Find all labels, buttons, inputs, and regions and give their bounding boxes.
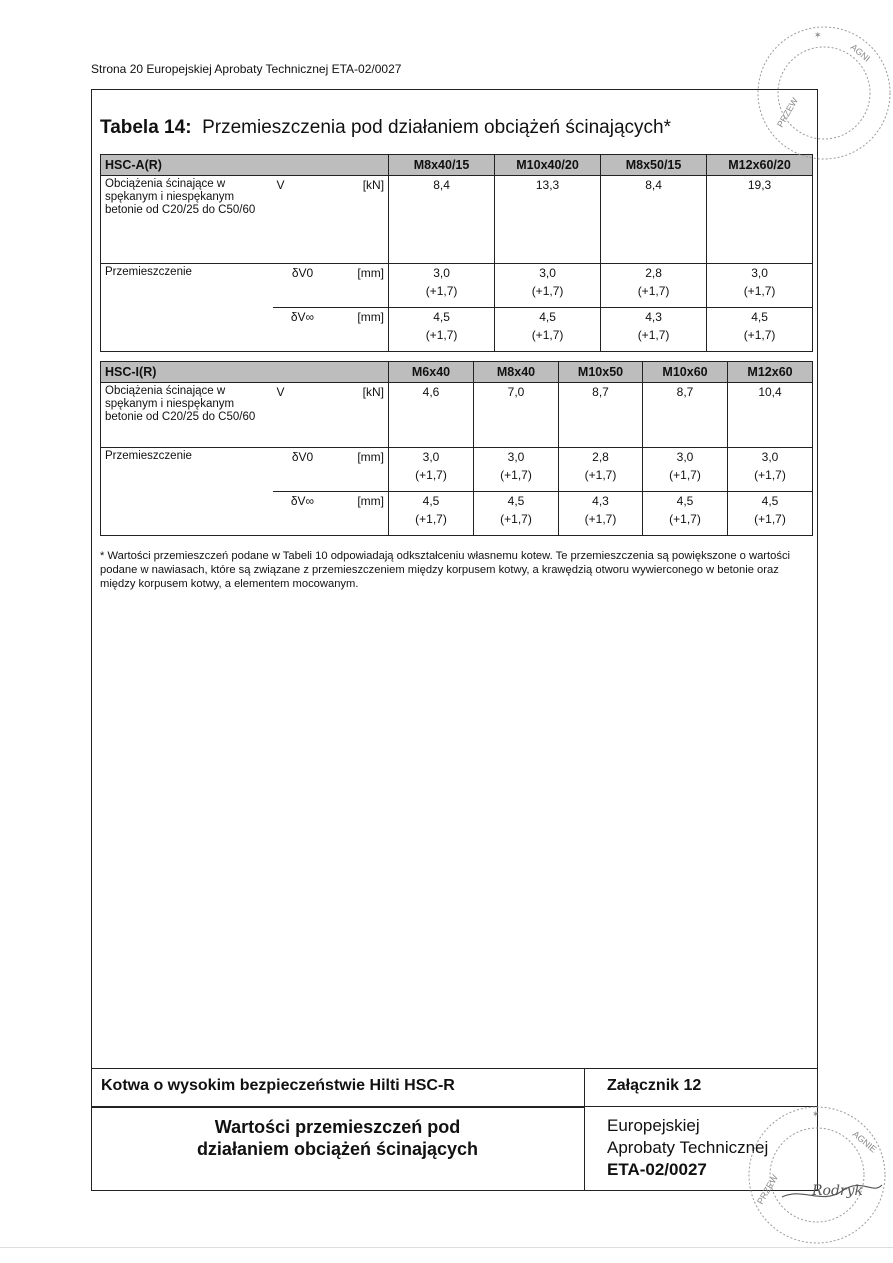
dispinf-symbol: δV∞ bbox=[273, 492, 333, 536]
signature: Rodryk bbox=[812, 1183, 864, 1199]
dispinf-unit: [mm] bbox=[333, 308, 389, 352]
table-title bbox=[100, 117, 671, 139]
table-a-col-header: M8x40/15 bbox=[389, 155, 495, 176]
load-symbol: V bbox=[273, 176, 333, 264]
table-a-load-row bbox=[101, 176, 813, 264]
table-cell: 3,0 (+1,7) bbox=[495, 264, 601, 308]
table-cell: 10,4 bbox=[728, 383, 813, 448]
table-cell: 4,5 (+1,7) bbox=[389, 308, 495, 352]
table-cell: 8,7 bbox=[643, 383, 728, 448]
table-cell: 4,3 (+1,7) bbox=[559, 492, 643, 536]
table-cell: 4,5 (+1,7) bbox=[389, 492, 474, 536]
table-cell: 4,5 (+1,7) bbox=[707, 308, 813, 352]
dispinf-symbol: δV∞ bbox=[273, 308, 333, 352]
table-cell: 13,3 bbox=[495, 176, 601, 264]
table-cell: 4,5 (+1,7) bbox=[495, 308, 601, 352]
svg-text:PRZEW: PRZEW bbox=[755, 1172, 780, 1206]
disp-row-label: Przemieszczenie bbox=[101, 264, 273, 352]
table-i-col-header: M10x60 bbox=[643, 362, 728, 383]
translator-stamp-top bbox=[752, 8, 892, 178]
load-unit: [kN] bbox=[333, 383, 389, 448]
table-i-col-header: M10x50 bbox=[559, 362, 643, 383]
footer-subject-line2: działaniem obciążeń ścinających bbox=[196, 1139, 479, 1159]
table-a-product: HSC-A(R) bbox=[101, 155, 389, 176]
disp0-symbol: δV0 bbox=[273, 264, 333, 308]
footer-subject-line1: Wartości przemieszczeń pod bbox=[214, 1117, 461, 1137]
table-i-header-row bbox=[101, 362, 813, 383]
table-cell: 2,8 (+1,7) bbox=[559, 448, 643, 492]
disp0-symbol: δV0 bbox=[273, 448, 333, 492]
table-cell: 4,6 bbox=[389, 383, 474, 448]
disp-row-label: Przemieszczenie bbox=[101, 448, 273, 536]
table-cell: 4,3 (+1,7) bbox=[601, 308, 707, 352]
table-cell: 19,3 bbox=[707, 176, 813, 264]
load-unit: [kN] bbox=[333, 176, 389, 264]
table-cell: 8,4 bbox=[389, 176, 495, 264]
footer-annex: Załącznik 12 bbox=[585, 1068, 818, 1106]
table-i-product: HSC-I(R) bbox=[101, 362, 389, 383]
load-row-label: Obciążenia ścinające w spękanym i niespękanym betonie od C20/25 do C50/60 bbox=[101, 383, 273, 448]
footer-product: Kotwa o wysokim bezpieczeństwie Hilti HSC-R bbox=[91, 1068, 585, 1106]
table-cell: 8,7 bbox=[559, 383, 643, 448]
table-hsc-a bbox=[100, 154, 813, 352]
svg-text:✶: ✶ bbox=[812, 1109, 820, 1119]
disp0-unit: [mm] bbox=[333, 448, 389, 492]
svg-text:AGNI: AGNI bbox=[848, 41, 873, 64]
svg-text:✶: ✶ bbox=[814, 30, 822, 40]
bottom-rule bbox=[0, 1247, 893, 1248]
table-cell: 3,0 (+1,7) bbox=[389, 448, 474, 492]
table-cell: 8,4 bbox=[601, 176, 707, 264]
table-cell: 3,0 (+1,7) bbox=[728, 448, 813, 492]
dispinf-unit: [mm] bbox=[333, 492, 389, 536]
table-cell: 3,0 (+1,7) bbox=[389, 264, 495, 308]
load-row-label: Obciążenia ścinające w spękanym i niespękanym betonie od C20/25 do C50/60 bbox=[101, 176, 273, 264]
table-i-col-header: M8x40 bbox=[474, 362, 559, 383]
table-cell: 4,5 (+1,7) bbox=[728, 492, 813, 536]
table-i-load-row bbox=[101, 383, 813, 448]
table-i-col-header: M12x60 bbox=[728, 362, 813, 383]
table-i-col-header: M6x40 bbox=[389, 362, 474, 383]
svg-text:AGNIE: AGNIE bbox=[850, 1128, 879, 1155]
footer-ref-line1: Europejskiej bbox=[607, 1116, 700, 1135]
table-i-disp0-row bbox=[101, 448, 813, 492]
table-cell: 4,5 (+1,7) bbox=[474, 492, 559, 536]
table-caption: Przemieszczenia pod działaniem obciążeń ścinających* bbox=[202, 117, 671, 138]
table-a-col-header: M10x40/20 bbox=[495, 155, 601, 176]
table-cell: 3,0 (+1,7) bbox=[474, 448, 559, 492]
table-cell: 7,0 bbox=[474, 383, 559, 448]
table-cell: 3,0 (+1,7) bbox=[707, 264, 813, 308]
svg-text:PRZEW: PRZEW bbox=[775, 95, 800, 129]
table-hsc-i bbox=[100, 361, 813, 536]
table-a-header-row bbox=[101, 155, 813, 176]
table-cell: 3,0 (+1,7) bbox=[643, 448, 728, 492]
footer-subject bbox=[91, 1106, 585, 1191]
footnote: * Wartości przemieszczeń podane w Tabeli 10 odpowiadają odkształceniu własnemu kotew. Te przemieszczenia są powiększone o wartości podane w nawiasach, które są związane z przemieszczeniem między korpusem kotwy, a krawędzią otworu wywierconego w betonie oraz między korpusem kotwy, a elementem mocowanym. bbox=[100, 550, 791, 590]
table-a-col-header: M8x50/15 bbox=[601, 155, 707, 176]
table-cell: 2,8 (+1,7) bbox=[601, 264, 707, 308]
translator-stamp-bottom bbox=[742, 1095, 892, 1255]
page-header: Strona 20 Europejskiej Aprobaty Technicznej ETA-02/0027 bbox=[91, 62, 402, 76]
table-cell: 4,5 (+1,7) bbox=[643, 492, 728, 536]
load-symbol: V bbox=[273, 383, 333, 448]
footer-ref-line3: ETA-02/0027 bbox=[607, 1160, 707, 1179]
table-a-col-header: M12x60/20 bbox=[707, 155, 813, 176]
table-number: Tabela 14: bbox=[100, 117, 192, 138]
footer-ref-line2: Aprobaty Technicznej bbox=[607, 1138, 769, 1157]
table-a-disp0-row bbox=[101, 264, 813, 308]
disp0-unit: [mm] bbox=[333, 264, 389, 308]
